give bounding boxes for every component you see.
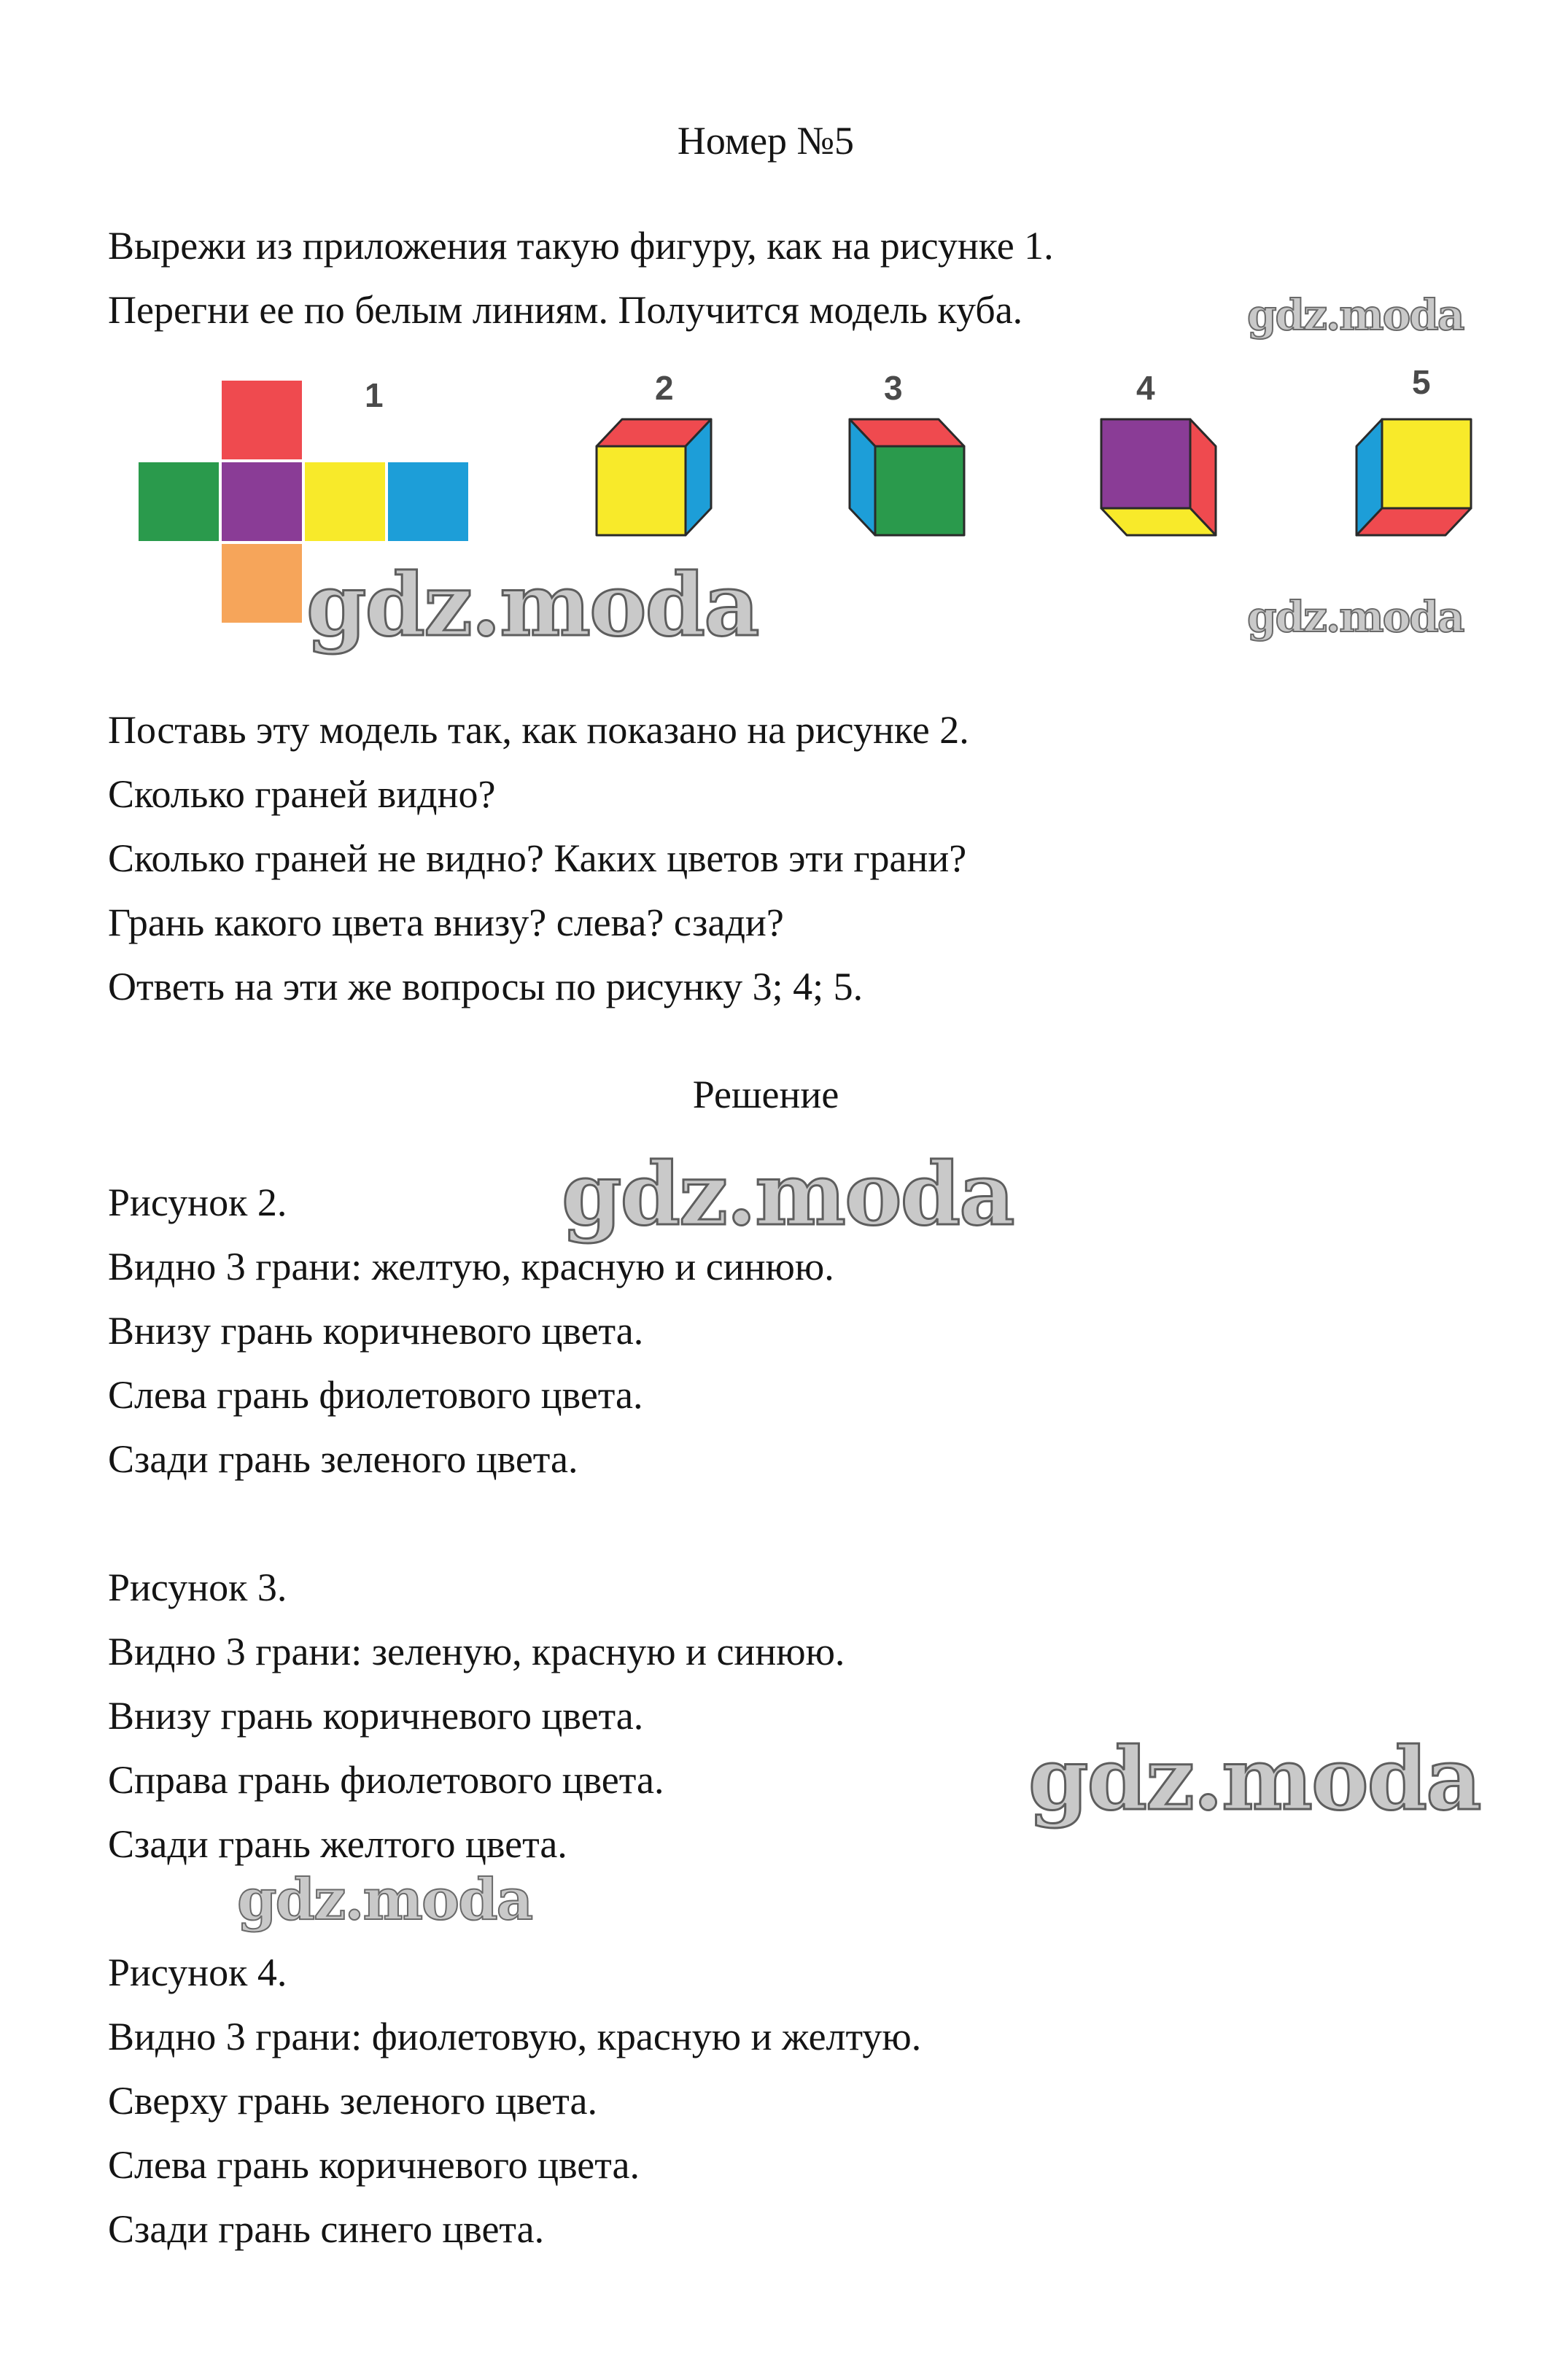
solution-3-heading: Рисунок 3.: [108, 1566, 287, 1609]
cube-3: [850, 419, 964, 535]
solution-4-line-3: Слева грань коричневого цвета.: [108, 2143, 640, 2187]
solution-3-line-3: Справа грань фиолетового цвета.: [108, 1758, 664, 1802]
figure-label-5: 5: [1412, 363, 1431, 401]
solution-2-line-2: Внизу грань коричневого цвета.: [108, 1309, 644, 1353]
solution-2-line-3: Слева грань фиолетового цвета.: [108, 1373, 643, 1417]
net-green-face: [137, 461, 220, 542]
watermark: gdz.moda: [1247, 592, 1464, 642]
question-5: Ответь на эти же вопросы по рисунку 3; 4; 5.: [108, 965, 863, 1008]
solution-title: Решение: [692, 1073, 839, 1116]
solution-3-line-2: Внизу грань коричневого цвета.: [108, 1694, 644, 1738]
solution-3-line-1: Видно 3 грани: зеленую, красную и синюю.: [108, 1630, 845, 1673]
task-line-2: Перегни ее по белым линиям. Получится модель куба.: [108, 288, 1023, 332]
figure-label-3: 3: [884, 369, 903, 407]
net-yellow-face: [303, 461, 387, 542]
solution-2-line-1: Видно 3 грани: желтую, красную и синюю.: [108, 1245, 834, 1288]
solution-4-line-2: Сверху грань зеленого цвета.: [108, 2079, 597, 2123]
solution-2-line-4: Сзади грань зеленого цвета.: [108, 1437, 578, 1481]
figure-label-2: 2: [655, 369, 674, 407]
question-2: Сколько граней видно?: [108, 772, 496, 816]
net-blue-face: [387, 461, 470, 542]
solution-4-line-1: Видно 3 грани: фиолетовую, красную и желтую.: [108, 2015, 922, 2058]
watermark: gdz.moda: [562, 1143, 1014, 1245]
question-4: Грань какого цвета внизу? слева? сзади?: [108, 901, 784, 944]
figure-label-1: 1: [365, 376, 384, 414]
solution-4-line-4: Сзади грань синего цвета.: [108, 2207, 545, 2251]
watermark: gdz.moda: [306, 554, 758, 656]
net-red-face: [220, 379, 303, 461]
net-purple-face: [220, 461, 303, 542]
solution-2-heading: Рисунок 2.: [108, 1181, 287, 1224]
figure-label-4: 4: [1136, 369, 1155, 407]
cube-2: [597, 419, 711, 535]
question-3: Сколько граней не видно? Каких цветов эти грани?: [108, 836, 967, 880]
cube-4: [1101, 419, 1216, 535]
task-line-1: Вырежи из приложения такую фигуру, как на рисунке 1.: [108, 224, 1054, 268]
watermark: gdz.moda: [1247, 290, 1464, 340]
solution-4-heading: Рисунок 4.: [108, 1951, 287, 1994]
page-title: Номер №5: [677, 119, 855, 163]
net-orange-face: [220, 542, 303, 624]
watermark: gdz.moda: [1028, 1728, 1480, 1829]
watermark: gdz.moda: [237, 1867, 532, 1933]
question-1: Поставь эту модель так, как показано на рисунке 2.: [108, 708, 969, 752]
solution-3-line-4: Сзади грань желтого цвета.: [108, 1822, 567, 1866]
cube-5: [1357, 419, 1471, 535]
